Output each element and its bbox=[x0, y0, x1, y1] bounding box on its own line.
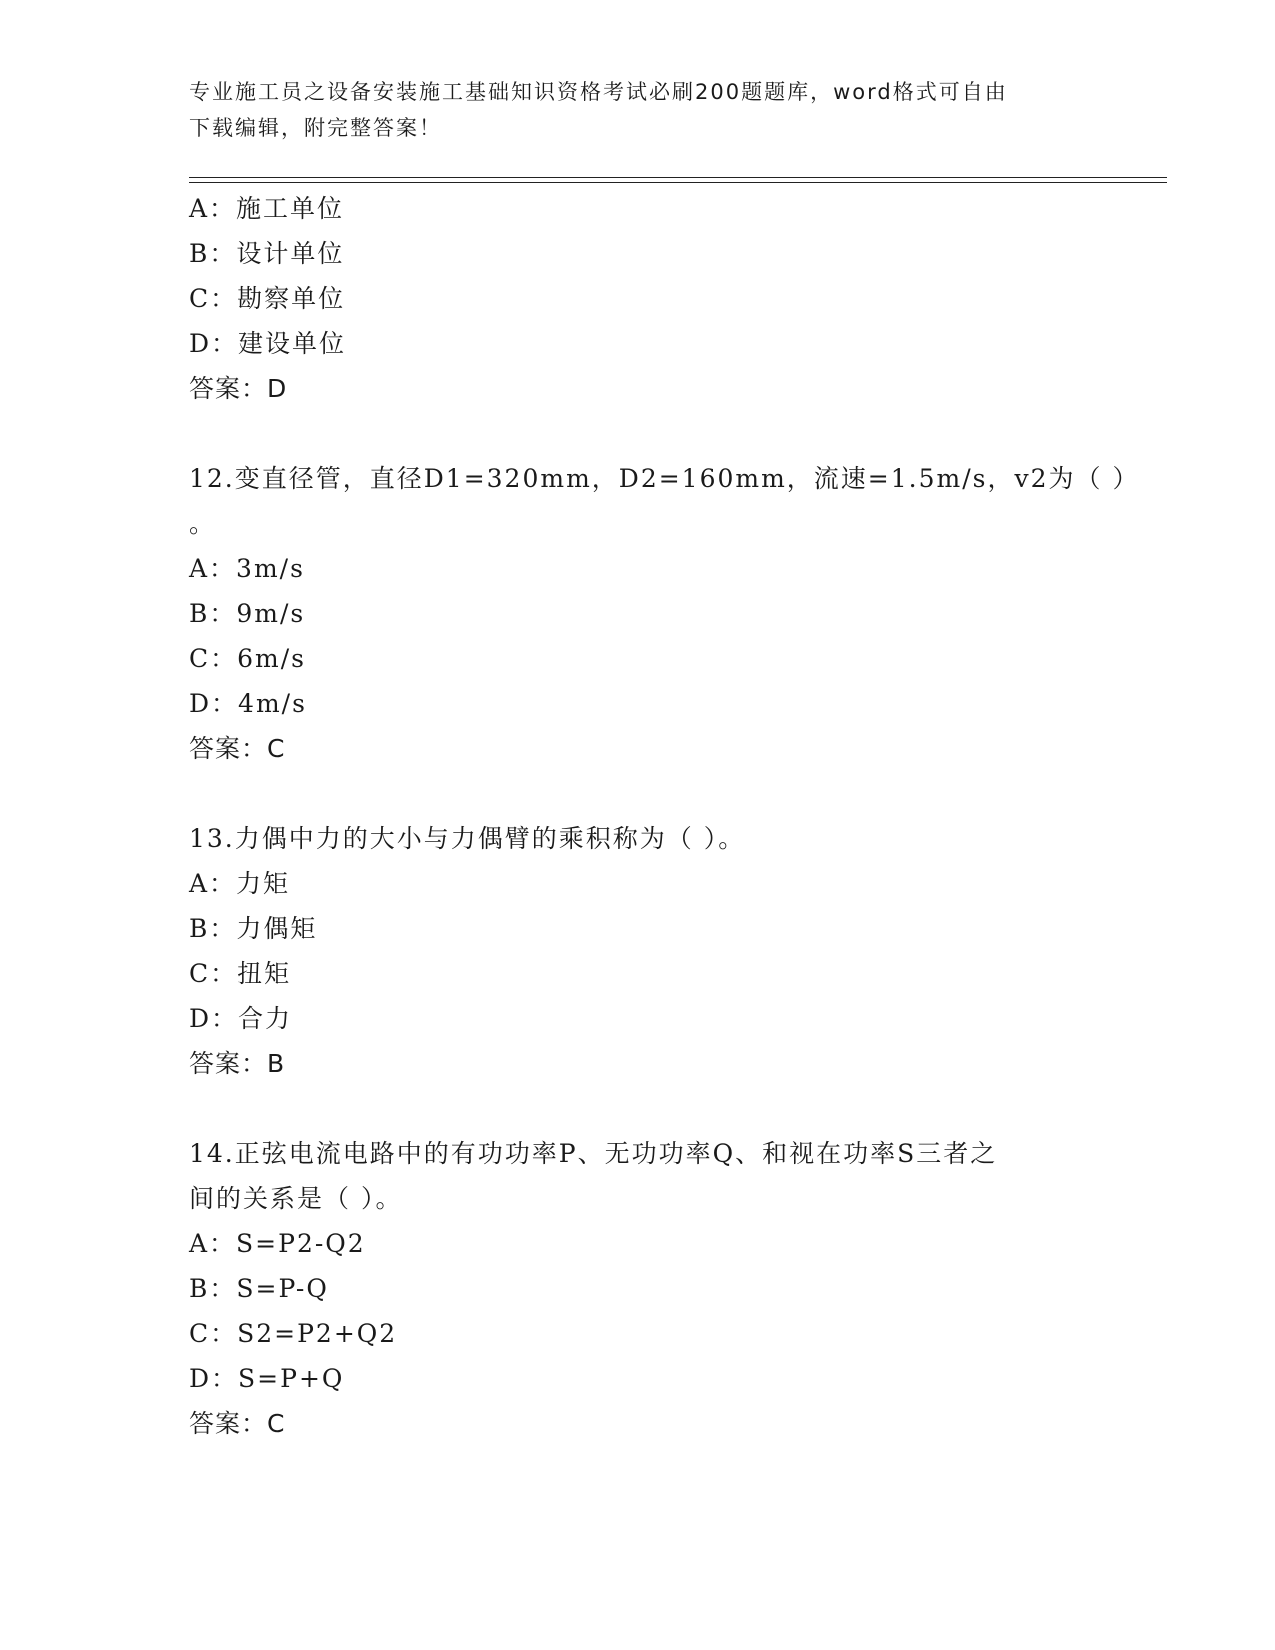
q12-answer: 答案：C bbox=[189, 734, 286, 763]
q14-option-d: D：S=P+Q bbox=[189, 1364, 345, 1393]
q12-option-c: C：6m/s bbox=[189, 644, 306, 673]
q12-option-d: D：4m/s bbox=[189, 689, 307, 718]
q11-option-b: B：设计单位 bbox=[189, 239, 345, 268]
document-header bbox=[189, 74, 1089, 146]
q11-option-c: C：勘察单位 bbox=[189, 284, 346, 313]
q12-option-a: A：3m/s bbox=[189, 554, 305, 583]
q11-answer: 答案：D bbox=[189, 374, 288, 403]
q14-option-c: C：S2=P2+Q2 bbox=[189, 1319, 398, 1348]
header-divider-bottom bbox=[189, 182, 1167, 183]
q12-stem-line-2: 。 bbox=[189, 509, 217, 538]
q12-option-b: B：9m/s bbox=[189, 599, 306, 628]
q12-stem-line-1: 12.变直径管，直径D1=320mm，D2=160mm，流速=1.5m/s，v2为（ ） bbox=[189, 464, 1140, 493]
q13-option-d: D：合力 bbox=[189, 1004, 293, 1033]
q13-stem: 13.力偶中力的大小与力偶臂的乘积称为（ ）。 bbox=[189, 824, 746, 853]
header-divider-top bbox=[189, 177, 1167, 178]
q11-option-a: A：施工单位 bbox=[189, 194, 345, 223]
q14-answer: 答案：C bbox=[189, 1409, 286, 1438]
q14-stem-line-1: 14.正弦电流电路中的有功功率P、无功功率Q、和视在功率S三者之 bbox=[189, 1139, 998, 1168]
header-line-1: 专业施工员之设备安装施工基础知识资格考试必刷200题题库，word格式可自由 bbox=[189, 80, 1008, 104]
q14-stem-line-2: 间的关系是（ ）。 bbox=[189, 1184, 403, 1213]
q11-option-d: D：建设单位 bbox=[189, 329, 347, 358]
q14-option-b: B：S=P-Q bbox=[189, 1274, 329, 1303]
q13-option-a: A：力矩 bbox=[189, 869, 291, 898]
q14-option-a: A：S=P2-Q2 bbox=[189, 1229, 366, 1258]
q13-answer: 答案：B bbox=[189, 1049, 286, 1078]
q13-option-b: B：力偶矩 bbox=[189, 914, 318, 943]
header-line-2: 下载编辑，附完整答案！ bbox=[189, 116, 442, 140]
q13-option-c: C：扭矩 bbox=[189, 959, 292, 988]
